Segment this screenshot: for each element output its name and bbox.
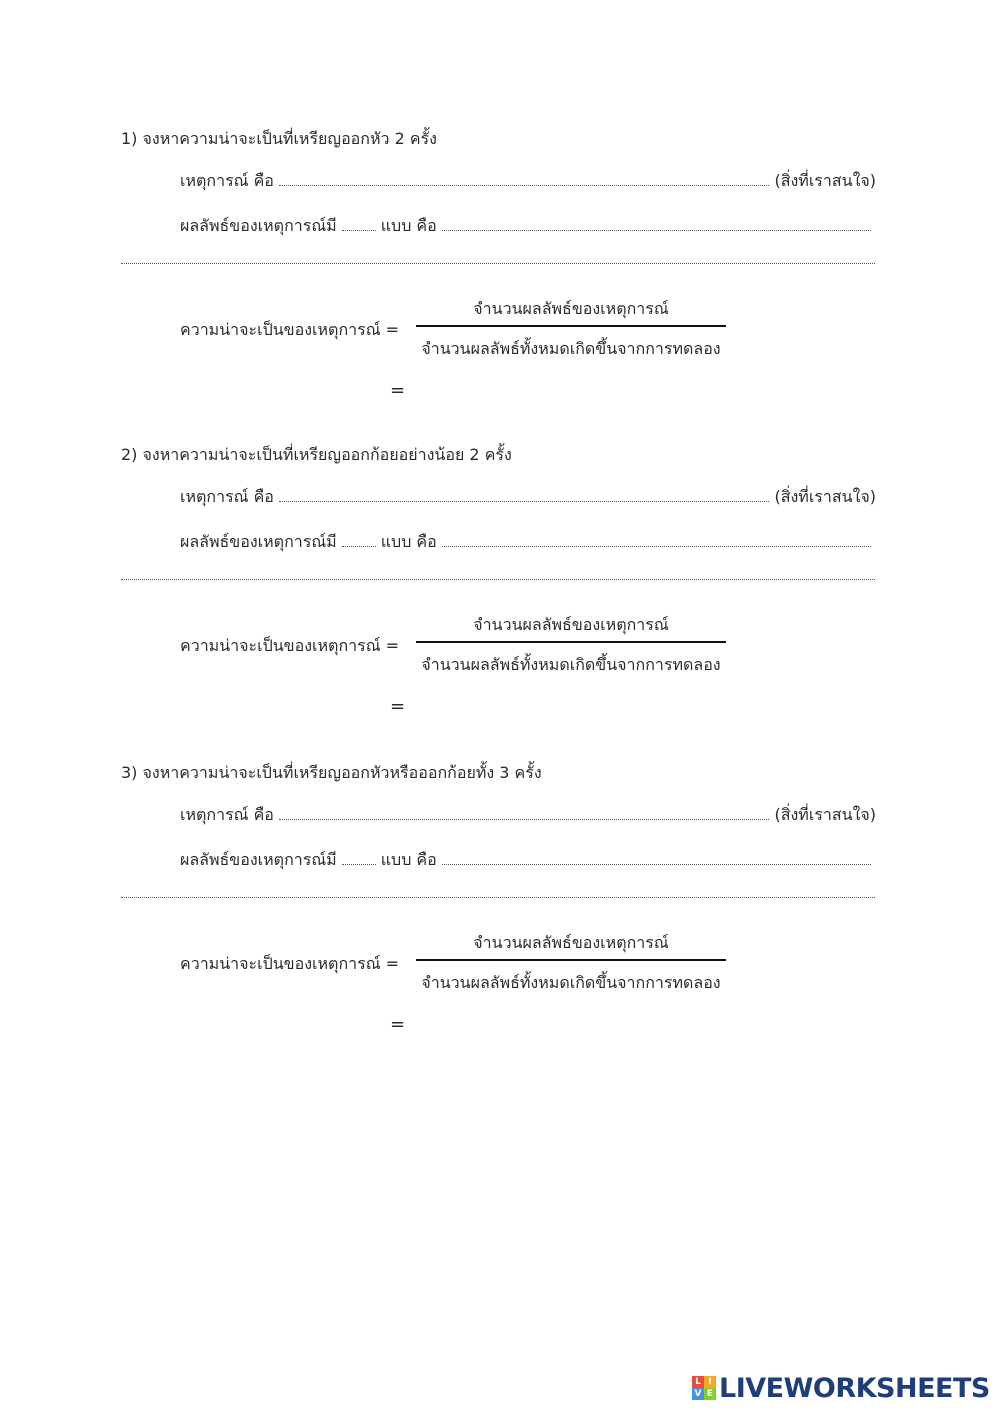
fraction-numerator: จำนวนผลลัพธ์ของเหตุการณ์ [473, 933, 669, 952]
probability-label: ความน่าจะเป็นของเหตุการณ์ = [180, 636, 400, 655]
event-answer-line[interactable] [279, 171, 770, 186]
question-title: 1) จงหาความน่าจะเป็นที่เหรียญออกหัว 2 ครั้ง [121, 129, 437, 148]
logo-letter: L [692, 1376, 704, 1388]
fraction-denominator: จำนวนผลลัพธ์ทั้งหมดเกิดขึ้นจากการทดลอง [421, 973, 721, 992]
fraction-bar [416, 325, 726, 327]
fraction-numerator: จำนวนผลลัพธ์ของเหตุการณ์ [473, 299, 669, 318]
outcomes-count-blank[interactable] [342, 216, 376, 231]
event-label: เหตุการณ์ คือ [180, 487, 274, 506]
answer-continuation-line[interactable] [121, 897, 875, 898]
outcomes-row [180, 214, 876, 238]
event-suffix: (สิ่งที่เราสนใจ) [774, 487, 876, 506]
fraction-denominator: จำนวนผลลัพธ์ทั้งหมดเกิดขึ้นจากการทดลอง [421, 655, 721, 674]
event-suffix: (สิ่งที่เราสนใจ) [774, 171, 876, 190]
outcomes-answer-line[interactable] [442, 532, 871, 547]
logo-letter: V [692, 1388, 704, 1400]
outcomes-row [180, 530, 876, 554]
outcomes-label: ผลลัพธ์ของเหตุการณ์มี [180, 216, 337, 235]
answer-continuation-line[interactable] [121, 579, 875, 580]
answer-continuation-line[interactable] [121, 263, 875, 264]
liveworksheets-logo-icon [692, 1376, 716, 1400]
event-row [180, 169, 876, 193]
probability-label: ความน่าจะเป็นของเหตุการณ์ = [180, 320, 400, 339]
liveworksheets-brand [692, 1373, 990, 1403]
outcomes-row [180, 848, 876, 872]
question-1 [0, 127, 999, 427]
fraction-bar [416, 641, 726, 643]
fraction-numerator: จำนวนผลลัพธ์ของเหตุการณ์ [473, 615, 669, 634]
equals-sign: = [390, 380, 406, 401]
brand-text: LIVEWORKSHEETS [719, 1372, 990, 1404]
event-answer-line[interactable] [279, 487, 770, 502]
equals-sign: = [390, 696, 406, 717]
probability-label: ความน่าจะเป็นของเหตุการณ์ = [180, 954, 400, 973]
outcomes-label: ผลลัพธ์ของเหตุการณ์มี [180, 850, 337, 869]
outcomes-label: ผลลัพธ์ของเหตุการณ์มี [180, 532, 337, 551]
outcomes-mid-label: แบบ คือ [380, 532, 437, 551]
question-title: 2) จงหาความน่าจะเป็นที่เหรียญออกก้อยอย่างน้อย 2 ครั้ง [121, 445, 512, 464]
outcomes-count-blank[interactable] [342, 850, 376, 865]
question-2 [0, 443, 999, 743]
logo-letter: I [704, 1376, 716, 1388]
logo-letter: E [704, 1388, 716, 1400]
fraction-bar [416, 959, 726, 961]
question-3 [0, 761, 999, 1061]
event-label: เหตุการณ์ คือ [180, 171, 274, 190]
event-answer-line[interactable] [279, 805, 770, 820]
outcomes-mid-label: แบบ คือ [380, 850, 437, 869]
question-title: 3) จงหาความน่าจะเป็นที่เหรียญออกหัวหรือออกก้อยทั้ง 3 ครั้ง [121, 763, 542, 782]
outcomes-answer-line[interactable] [442, 850, 871, 865]
outcomes-count-blank[interactable] [342, 532, 376, 547]
event-label: เหตุการณ์ คือ [180, 805, 274, 824]
event-row [180, 803, 876, 827]
outcomes-answer-line[interactable] [442, 216, 871, 231]
equals-sign: = [390, 1014, 406, 1035]
fraction-denominator: จำนวนผลลัพธ์ทั้งหมดเกิดขึ้นจากการทดลอง [421, 339, 721, 358]
outcomes-mid-label: แบบ คือ [380, 216, 437, 235]
event-row [180, 485, 876, 509]
event-suffix: (สิ่งที่เราสนใจ) [774, 805, 876, 824]
